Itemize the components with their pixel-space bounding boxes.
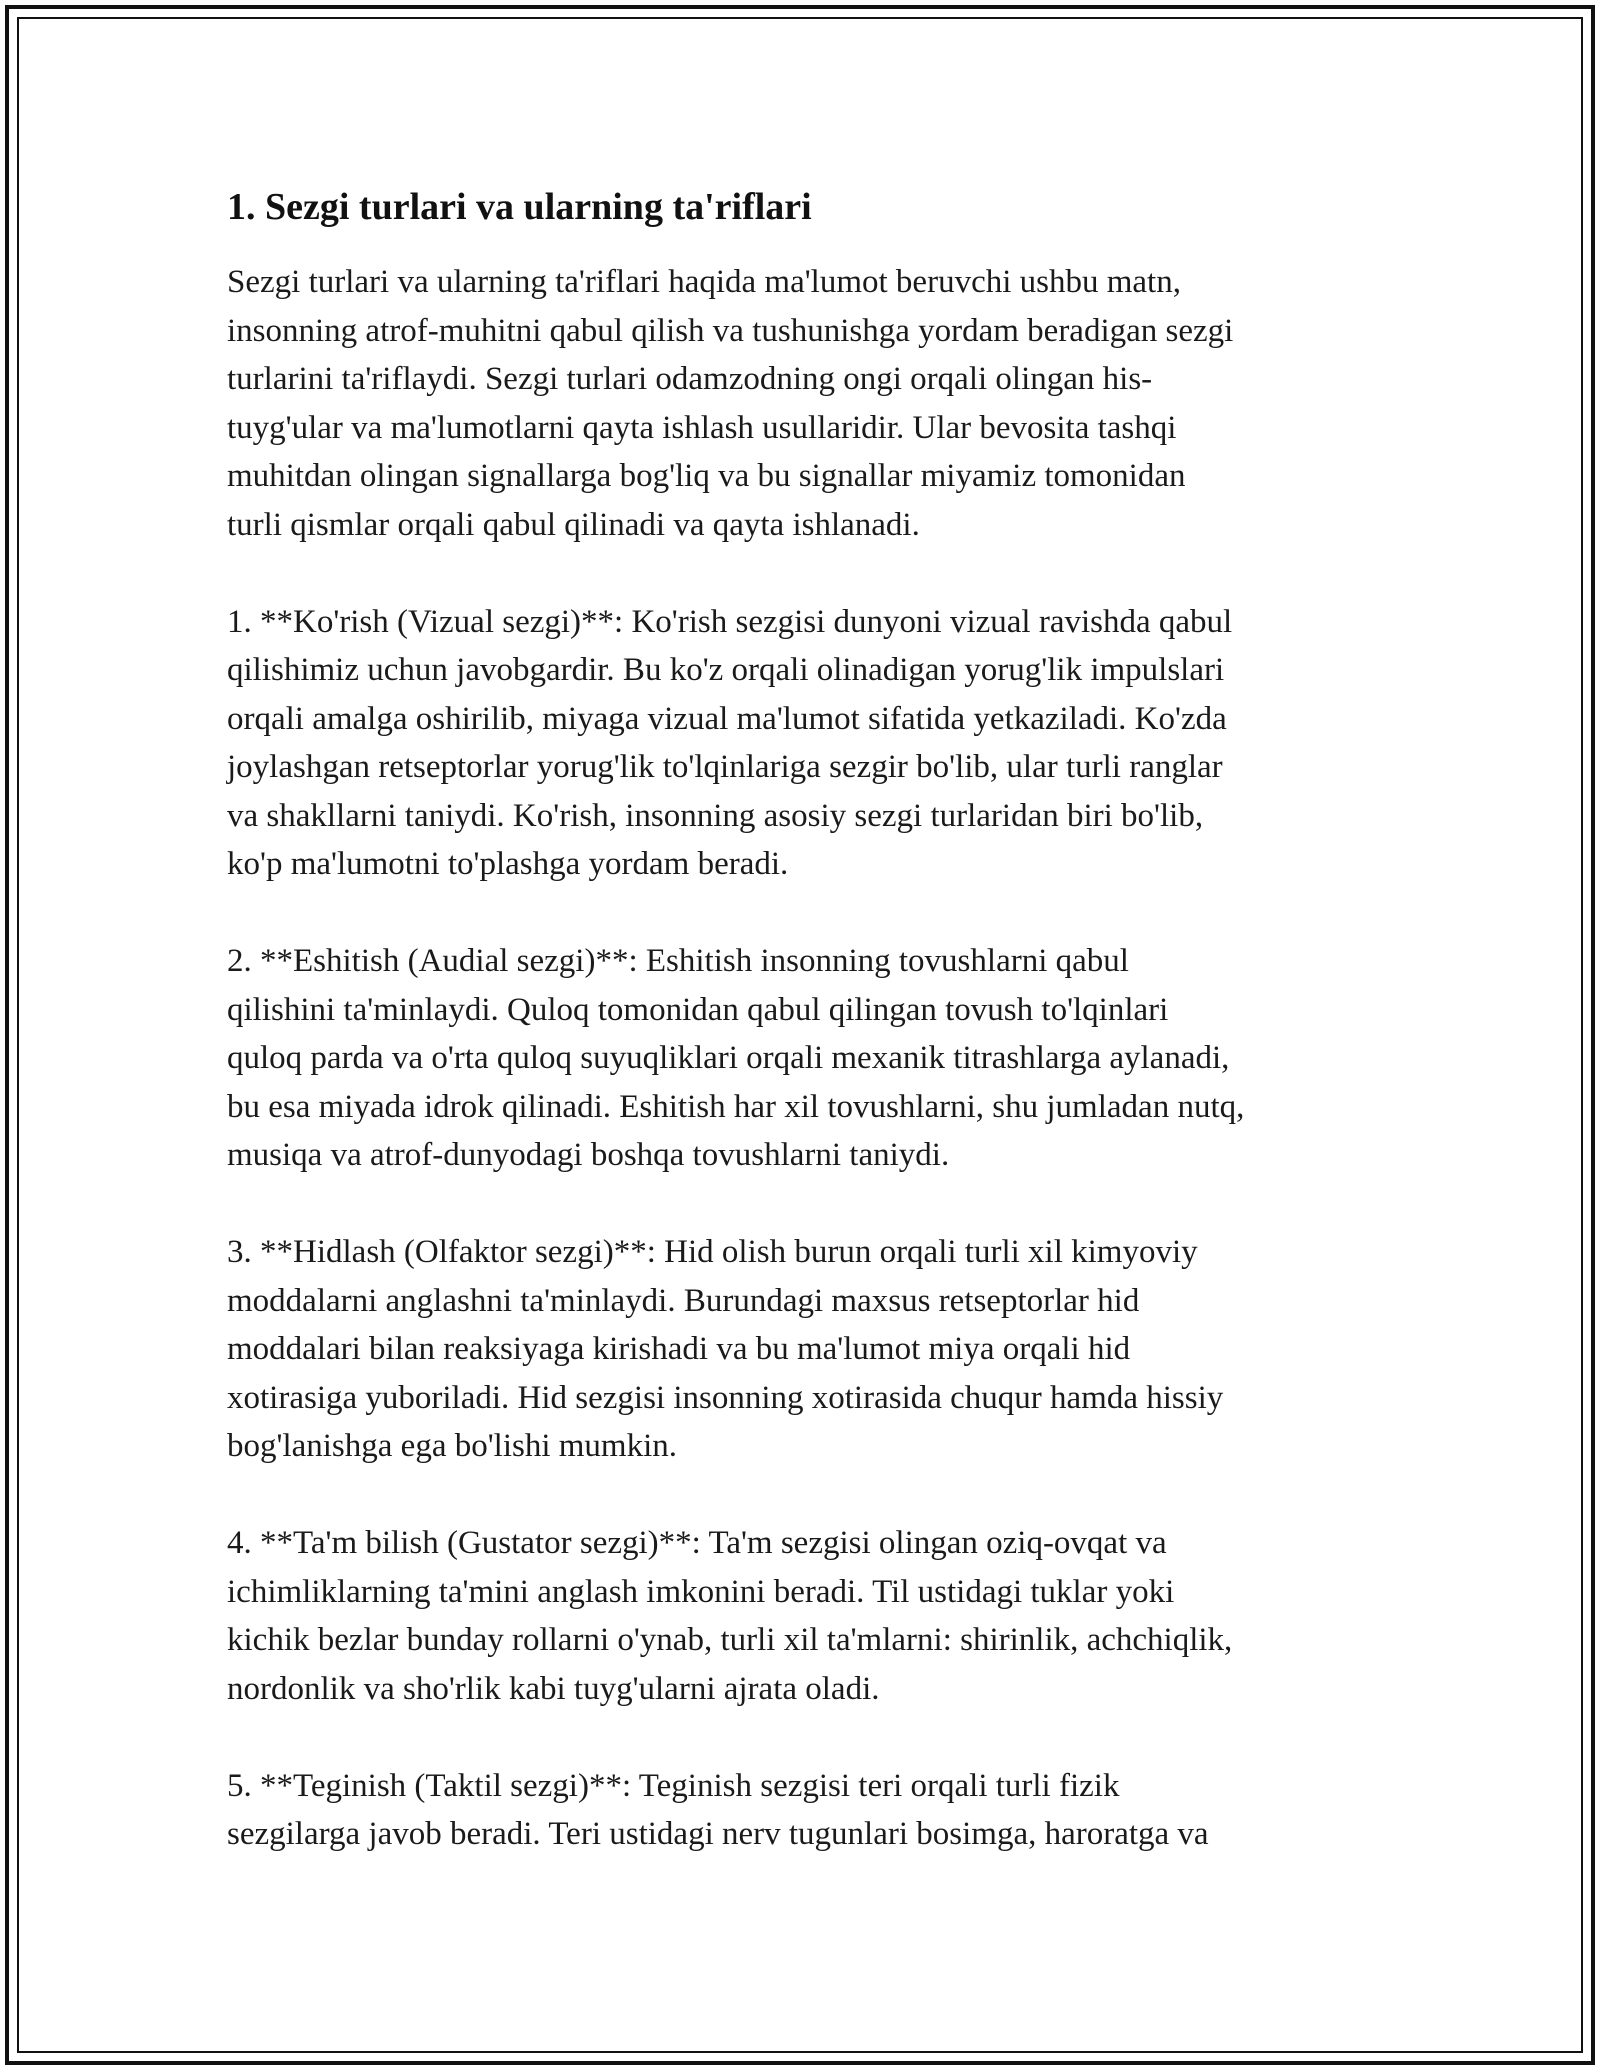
text-line: turlarini ta'riflaydi. Sezgi turlari odamzodning ongi orqali olingan his- <box>227 361 1153 397</box>
text-line: 1. **Ko'rish (Vizual sezgi)**: Ko'rish sezgisi dunyoni vizual ravishda qabul <box>227 603 1233 640</box>
intro-paragraph <box>227 258 1387 549</box>
text-line: moddalari bilan reaksiyaga kirishadi va bu ma'lumot miya orqali hid <box>227 1331 1131 1367</box>
text-line: joylashgan retseptorlar yorug'lik to'lqinlariga sezgir bo'lib, ular turli ranglar <box>227 749 1223 785</box>
paragraph-hearing <box>227 937 1387 1180</box>
text-line: bog'lanishga ega bo'lishi mumkin. <box>227 1428 678 1464</box>
text-line: tuyg'ular va ma'lumotlarni qayta ishlash usullaridir. Ular bevosita tashqi <box>227 409 1177 446</box>
text-line: muhitdan olingan signallarga bog'liq va bu signallar miyamiz tomonidan <box>227 458 1186 494</box>
text-line: ko'p ma'lumotni to'plashga yordam beradi. <box>227 846 789 882</box>
text-line: qilishimiz uchun javobgardir. Bu ko'z orqali olinadigan yorug'lik impulslari <box>227 652 1225 688</box>
section-title: 1. Sezgi turlari va ularning ta'riflari <box>227 186 812 228</box>
text-line: turli qismlar orqali qabul qilinadi va qayta ishlanadi. <box>227 506 920 543</box>
paragraph-vision <box>227 598 1387 889</box>
paragraph-touch <box>227 1762 1387 1859</box>
text-line: 2. **Eshitish (Audial sezgi)**: Eshitish insonning tovushlarni qabul <box>227 943 1129 979</box>
text-line: Sezgi turlari va ularning ta'riflari haqida ma'lumot beruvchi ushbu matn, <box>227 264 1181 300</box>
text-line: ichimliklarning ta'mini anglash imkonini beradi. Til ustidagi tuklar yoki <box>227 1573 1175 1610</box>
text-line: insonning atrof-muhitni qabul qilish va tushunishga yordam beradigan sezgi <box>227 312 1234 349</box>
text-line: qilishini ta'minlaydi. Quloq tomonidan qabul qilingan tovush to'lqinlari <box>227 991 1169 1028</box>
text-line: orqali amalga oshirilib, miyaga vizual ma'lumot sifatida yetkaziladi. Ko'zda <box>227 700 1227 737</box>
text-line: sezgilarga javob beradi. Teri ustidagi nerv tugunlari bosimga, haroratga va <box>227 1816 1209 1852</box>
text-line: xotirasiga yuboriladi. Hid sezgisi insonning xotirasida chuqur hamda hissiy <box>227 1379 1224 1416</box>
text-line: 3. **Hidlash (Olfaktor sezgi)**: Hid olish burun orqali turli xil kimyoviy <box>227 1234 1198 1270</box>
text-line: musiqa va atrof-dunyodagi boshqa tovushlarni taniydi. <box>227 1137 950 1173</box>
text-line: kichik bezlar bunday rollarni o'ynab, turli xil ta'mlarni: shirinlik, achchiqlik, <box>227 1622 1233 1658</box>
text-line: bu esa miyada idrok qilinadi. Eshitish har xil tovushlarni, shu jumladan nutq, <box>227 1088 1245 1125</box>
text-line: va shakllarni taniydi. Ko'rish, insonning asosiy sezgi turlaridan biri bo'lib, <box>227 797 1204 834</box>
paragraph-taste <box>227 1519 1387 1713</box>
document-body <box>227 184 1387 1907</box>
text-line: moddalarni anglashni ta'minlaydi. Burundagi maxsus retseptorlar hid <box>227 1282 1140 1319</box>
text-line: quloq parda va o'rta quloq suyuqliklari orqali mexanik titrashlarga aylanadi, <box>227 1040 1230 1076</box>
paragraph-smell <box>227 1228 1387 1471</box>
text-line: 5. **Teginish (Taktil sezgi)**: Teginish sezgisi teri orqali turli fizik <box>227 1767 1120 1804</box>
text-line: nordonlik va sho'rlik kabi tuyg'ularni ajrata oladi. <box>227 1670 880 1707</box>
text-line: 4. **Ta'm bilish (Gustator sezgi)**: Ta'm sezgisi olingan oziq-ovqat va <box>227 1525 1167 1561</box>
